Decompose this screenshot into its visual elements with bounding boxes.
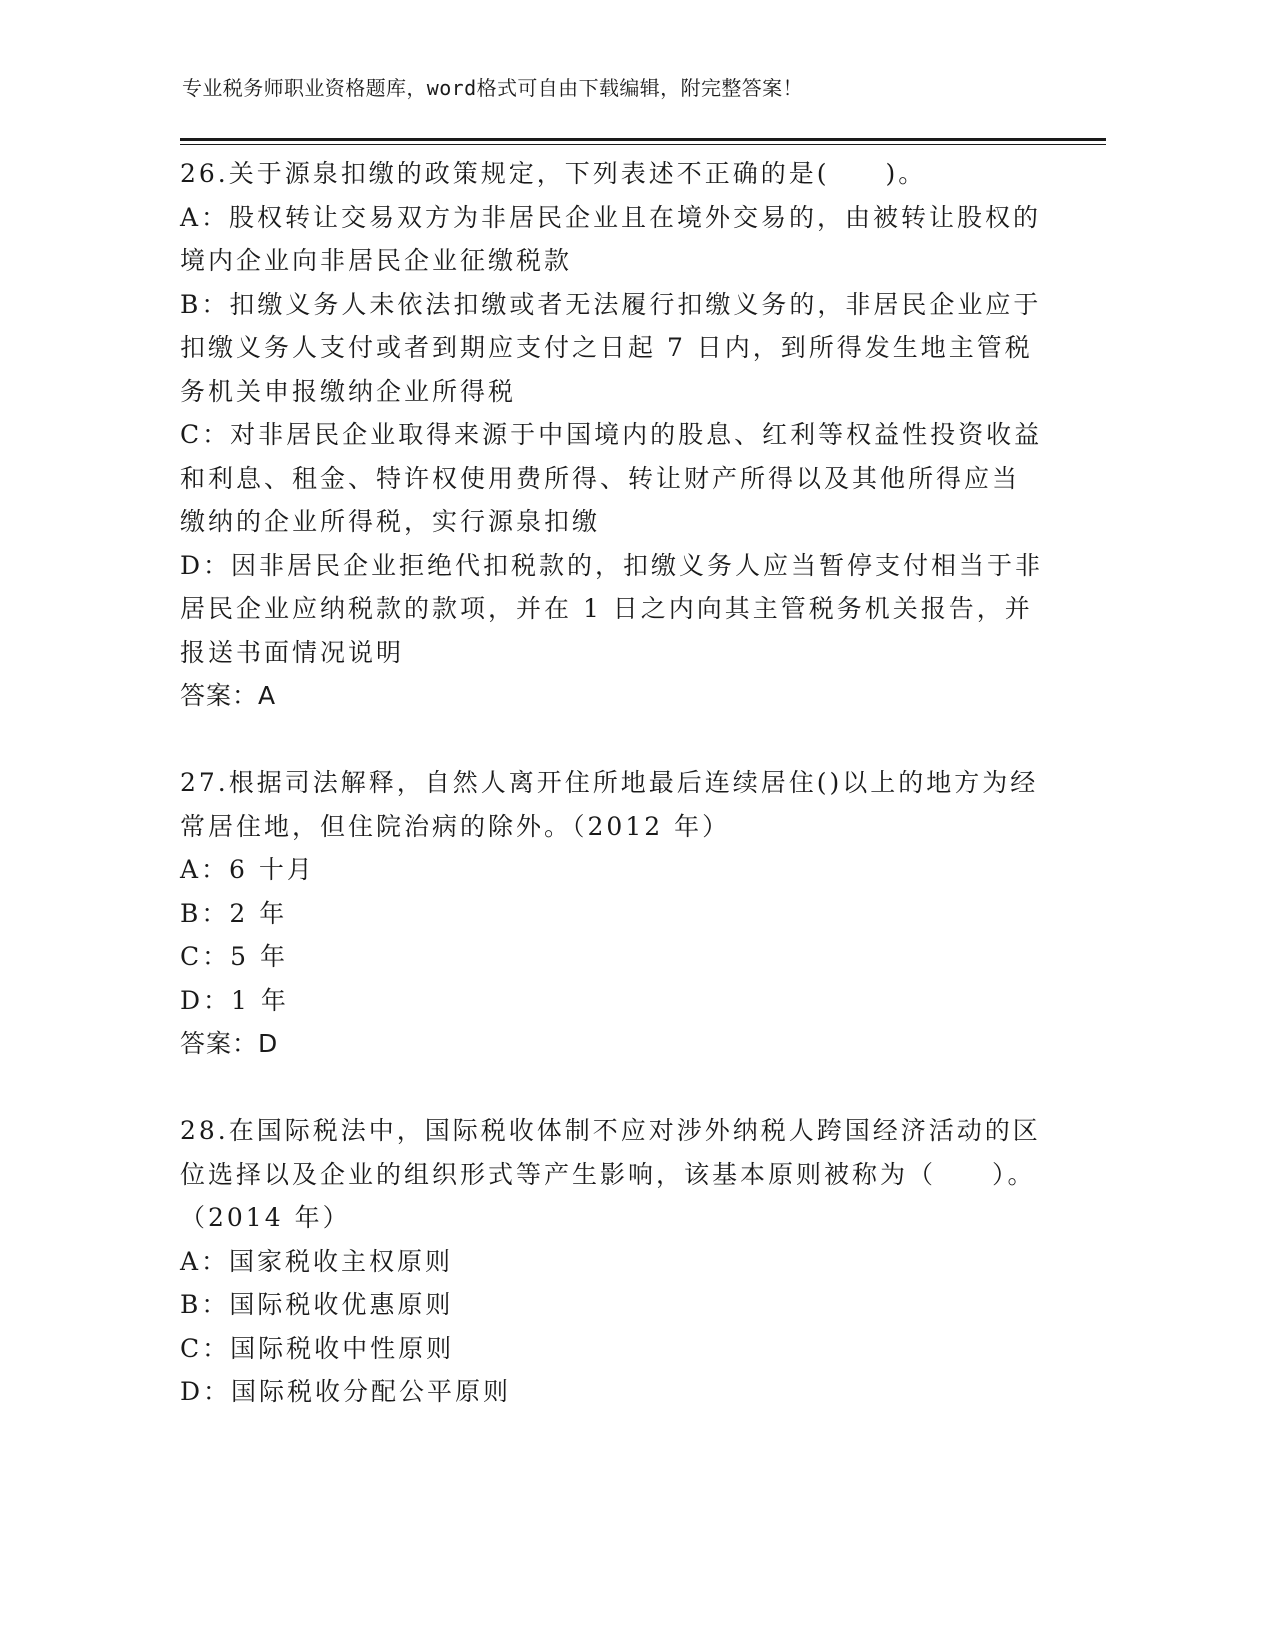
option-c: C：国际税收中性原则 [180, 1333, 455, 1363]
question-stem: 27.根据司法解释，自然人离开住所地最后连续居住()以上的地方为经 [180, 768, 1039, 797]
answer-label: 答案：D [180, 1029, 279, 1058]
option-b-continued: 扣缴义务人支付或者到期应支付之日起 7 日内，到所得发生地主管税 [180, 333, 1033, 362]
question-stem-continued: 常居住地，但住院治病的除外。（2012 年） [180, 811, 731, 841]
option-a: A：国家税收主权原则 [180, 1246, 454, 1276]
question-list [180, 152, 1060, 1414]
question-28 [180, 1109, 1060, 1414]
option-d: D：1 年 [180, 985, 289, 1015]
option-c-continued: 和利息、租金、特许权使用费所得、转让财产所得以及其他所得应当 [180, 463, 1021, 493]
option-c-continued: 缴纳的企业所得税，实行源泉扣缴 [180, 507, 601, 536]
option-b: B：国际税收优惠原则 [180, 1290, 454, 1319]
option-c: C：对非居民企业取得来源于中国境内的股息、红利等权益性投资收益 [180, 420, 1043, 449]
option-a-continued: 境内企业向非居民企业征缴税款 [180, 246, 573, 275]
option-a: A：6 十月 [180, 855, 315, 884]
option-d: D：国际税收分配公平原则 [180, 1377, 512, 1406]
option-b: B：2 年 [180, 898, 288, 928]
question-stem-continued: 位选择以及企业的组织形式等产生影响，该基本原则被称为（ ）。 [180, 1159, 1036, 1189]
header-rule-thin [180, 144, 1106, 145]
question-stem: 28.在国际税法中，国际税收体制不应对涉外纳税人跨国经济活动的区 [180, 1116, 1041, 1145]
option-c: C：5 年 [180, 942, 288, 971]
question-spacer [180, 718, 1060, 762]
page-header: 专业税务师职业资格题库，word格式可自由下载编辑，附完整答案！ [182, 76, 803, 100]
answer-label: 答案：A [180, 681, 277, 710]
option-d-continued: 报送书面情况说明 [180, 637, 405, 667]
option-a: A：股权转让交易双方为非居民企业且在境外交易的，由被转让股权的 [180, 202, 1042, 232]
option-b-continued: 务机关申报缴纳企业所得税 [180, 376, 517, 406]
header-rule-thick [180, 138, 1106, 141]
question-26 [180, 152, 1060, 718]
question-year: （2014 年） [180, 1203, 351, 1232]
option-d: D：因非居民企业拒绝代扣税款的，扣缴义务人应当暂停支付相当于非 [180, 550, 1044, 580]
option-d-continued: 居民企业应纳税款的款项，并在 1 日之内向其主管税务机关报告，并 [180, 594, 1033, 623]
option-b: B：扣缴义务人未依法扣缴或者无法履行扣缴义务的，非居民企业应于 [180, 289, 1042, 319]
question-stem: 26.关于源泉扣缴的政策规定，下列表述不正确的是( )。 [180, 159, 927, 188]
question-27 [180, 761, 1060, 1066]
question-spacer [180, 1066, 1060, 1110]
